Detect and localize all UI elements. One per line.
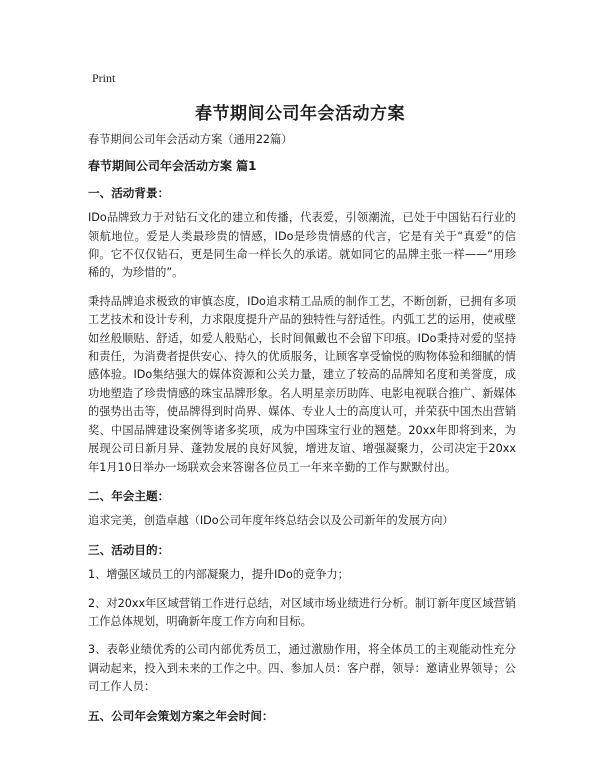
heading-background: 一、活动背景：	[88, 185, 170, 200]
heading-time: 五、公司年会策划方案之年会时间：	[88, 708, 274, 723]
page-title: 春节期间公司年会活动方案	[195, 104, 405, 124]
paragraph-theme: 追求完美，创造卓越（IDo公司年度年终总结会以及公司新年的发展方向）	[88, 514, 454, 528]
document-subtitle: 春节期间公司年会活动方案（通用22篇）	[88, 133, 293, 146]
paragraph-background-2: 秉持品牌追求极致的审慎态度，IDo追求精工品质的制作工艺，不断创新，已拥有多项工艺技术和设计专利，力求限度提升产品的独特性与舒适性。内弧工艺的运用，使戒壁如丝般顺贴、舒适，如爱人般贴心，长时间佩戴也不会留下印痕。IDo秉持对爱的坚持和责任，为消费者提供安心、持久的优质服务，让顾客享受愉悦的购物体验和细腻的情感体验。IDo集结强大的媒体资源和公关力量，建立了较高的品牌知名度和美誉度，成功地塑造了珍贵情感的珠宝品牌形象。名人明星亲历助阵、电影电视联合推广、新媒体的强势出击等，使品牌得到时尚界、媒体、专业人士的高度认可，并荣获中国杰出营销奖、中国品牌建设案例等诸多奖项，成为中国珠宝行业的翘楚。20xx年即将到来，为展现公司日新月异、蓬勃发展的良好风貌，增进友谊、增强凝聚力，公司决定于20xx年1月10日举办一场联欢会来答谢各位员工一年来辛勤的工作与默默付出。	[88, 294, 516, 474]
paragraph-background-1: IDo品牌致力于对钻石文化的建立和传播，代表爱，引领潮流，已处于中国钻石行业的领航地位。爱是人类最珍贵的情感，IDo是珍贵情感的代言，它是有关于“真爱”的信仰。它不仅仅钻石，更是同生命一样长久的承诺。就如同它的品牌主张一样——“用珍稀的，为珍惜的”。	[88, 211, 516, 280]
document-body	[88, 131, 516, 732]
paragraph-purpose-1: 1、增强区域员工的内部凝聚力，提升IDo的竞争力；	[88, 568, 349, 582]
section-title: 春节期间公司年会活动方案 篇1	[88, 159, 257, 174]
print-link[interactable]: Print	[92, 71, 116, 85]
paragraph-purpose-3: 3、表彰业绩优秀的公司内部优秀员工，通过激励作用，将全体员工的主观能动性充分调动起来，投入到未来的工作之中。四、参加人员：客户群，领导：邀请业界领导；公司工作人员：	[88, 643, 516, 694]
heading-theme: 二、年会主题：	[88, 488, 170, 503]
heading-purpose: 三、活动目的：	[88, 542, 170, 557]
paragraph-purpose-2: 2、对20xx年区域营销工作进行总结，对区域市场业绩进行分析。制订新年度区域营销工作总体规划，明确新年度工作方向和目标。	[88, 596, 516, 628]
